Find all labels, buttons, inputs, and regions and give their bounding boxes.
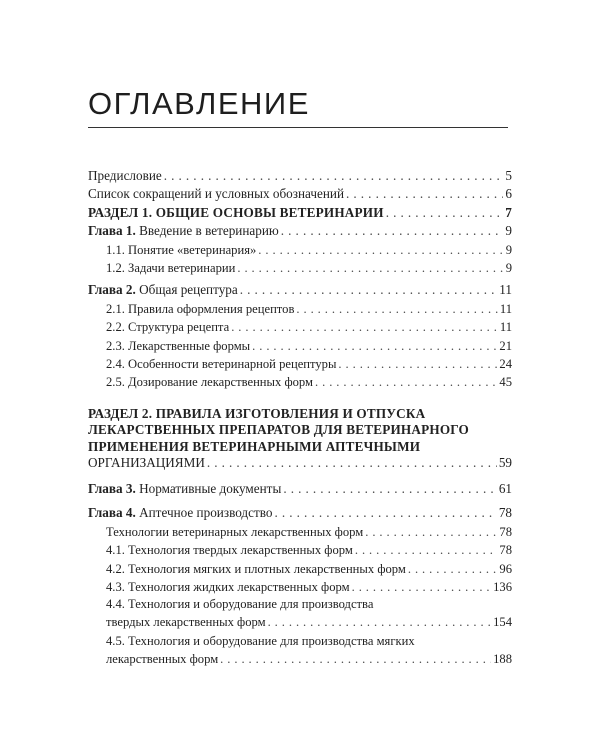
toc-subsection-4-2[interactable] (88, 560, 512, 578)
toc-entry-preface[interactable] (88, 167, 512, 185)
toc-page-number: 154 (493, 614, 512, 629)
toc-entry-text: 2.5. Дозирование лекарственных форм (106, 375, 313, 390)
toc-page-number: 96 (499, 561, 512, 576)
toc-page-number: 59 (498, 455, 512, 471)
section-title-line: ПРИМЕНЕНИЯ ВЕТЕРИНАРНЫМИ АПТЕЧНЫМИ (88, 438, 421, 454)
dot-leader (237, 259, 503, 277)
toc-subsection-technologies[interactable] (88, 523, 512, 541)
chapter-label: Глава 4. (88, 505, 136, 521)
toc-subsection-2-4[interactable] (88, 355, 512, 373)
toc-entry-text: 2.4. Особенности ветеринарной рецептуры (106, 357, 337, 372)
dot-leader (346, 185, 503, 203)
dot-leader (338, 355, 497, 373)
page-title: ОГЛАВЛЕНИЕ (88, 86, 310, 121)
toc-section-title: РАЗДЕЛ 1. ОБЩИЕ ОСНОВЫ ВЕТЕРИНАРИИ (88, 204, 384, 220)
dot-leader (352, 578, 492, 596)
toc-entry-text: 2.1. Правила оформления рецептов (106, 301, 295, 316)
toc-page-number: 78 (499, 524, 512, 539)
section-title-line: ЛЕКАРСТВЕННЫХ ПРЕПАРАТОВ ДЛЯ ВЕТЕРИНАРНОГО (88, 422, 470, 438)
toc-page-number: 78 (499, 543, 512, 558)
toc-chapter-3[interactable] (88, 480, 512, 498)
dot-leader (386, 204, 504, 222)
dot-leader (355, 541, 498, 559)
dot-leader (258, 241, 503, 259)
toc-subsection-4-3[interactable] (88, 578, 512, 596)
dot-leader (283, 480, 497, 498)
dot-leader (268, 614, 492, 632)
toc-page-number: 61 (498, 480, 512, 496)
toc-page-number: 6 (505, 186, 512, 202)
toc-entry-text: 4.2. Технология мягких и плотных лекарственных форм (106, 561, 406, 576)
toc-chapter-1[interactable] (88, 222, 512, 240)
dot-leader (408, 560, 498, 578)
table-of-contents (88, 167, 512, 668)
dot-leader (315, 373, 497, 391)
chapter-label: Глава 2. (88, 282, 136, 298)
toc-chapter-4[interactable] (88, 504, 512, 522)
toc-page-number: 136 (493, 579, 512, 594)
dot-leader (207, 455, 497, 472)
toc-page-number: 188 (493, 651, 512, 666)
dot-leader (164, 167, 504, 185)
toc-entry-text: 4.4. Технология и оборудование для производства (106, 597, 374, 612)
toc-entry-text: Технологии ветеринарных лекарственных форм (106, 524, 364, 539)
dot-leader (274, 504, 496, 522)
toc-page-number: 9 (505, 242, 512, 257)
toc-page-number: 21 (499, 338, 512, 353)
dot-leader (231, 318, 498, 336)
dot-leader (296, 300, 497, 318)
dot-leader (365, 523, 497, 541)
toc-page-number: 5 (505, 168, 512, 183)
toc-chapter-2[interactable] (88, 281, 512, 299)
toc-entry-text: 4.3. Технология жидких лекарственных форм (106, 579, 350, 594)
chapter-title: Введение в ветеринарию (139, 223, 279, 239)
toc-subsection-4-4[interactable] (88, 596, 512, 631)
toc-page-number: 24 (499, 357, 512, 372)
toc-entry-text: 4.5. Технология и оборудование для производства мягких (106, 634, 415, 649)
chapter-title: Аптечное производство (139, 505, 273, 521)
toc-subsection-1-2[interactable] (88, 259, 512, 277)
toc-page-number: 45 (499, 375, 512, 390)
toc-section-1[interactable] (88, 204, 512, 222)
toc-subsection-4-1[interactable] (88, 541, 512, 559)
dot-leader (252, 337, 497, 355)
toc-subsection-1-1[interactable] (88, 241, 512, 259)
toc-page-number: 78 (498, 505, 512, 521)
section-title-line: РАЗДЕЛ 2. ПРАВИЛА ИЗГОТОВЛЕНИЯ И ОТПУСКА (88, 405, 426, 421)
toc-entry-text: 1.2. Задачи ветеринарии (106, 261, 236, 276)
toc-subsection-2-1[interactable] (88, 300, 512, 318)
toc-page-number: 9 (505, 261, 512, 276)
toc-entry-abbreviations[interactable] (88, 185, 512, 203)
toc-subsection-2-5[interactable] (88, 373, 512, 391)
title-divider (88, 127, 508, 128)
dot-leader (220, 651, 491, 669)
dot-leader (240, 281, 498, 299)
toc-entry-text: 2.3. Лекарственные формы (106, 338, 251, 353)
toc-entry-text: 1.1. Понятие «ветеринария» (106, 242, 257, 257)
toc-entry-text: твердых лекарственных форм (106, 614, 266, 629)
toc-subsection-2-2[interactable] (88, 318, 512, 336)
toc-entry-text: Предисловие (88, 168, 162, 183)
chapter-title: Нормативные документы (139, 480, 282, 496)
chapter-label: Глава 1. (88, 223, 136, 239)
toc-entry-text: Список сокращений и условных обозначений (88, 186, 344, 202)
chapter-label: Глава 3. (88, 480, 136, 496)
toc-entry-text: 2.2. Структура рецепта (106, 320, 230, 335)
toc-page-number: 11 (499, 301, 512, 316)
toc-page-number: 11 (499, 320, 512, 335)
toc-section-2[interactable] (88, 406, 512, 472)
section-title-line: ОРГАНИЗАЦИЯМИ (88, 455, 205, 471)
toc-entry-text: лекарственных форм (106, 651, 219, 666)
toc-entry-text: 4.1. Технология твердых лекарственных форм (106, 543, 353, 558)
toc-page-number: 7 (505, 204, 512, 220)
toc-page-number: 9 (505, 223, 512, 239)
dot-leader (281, 222, 504, 240)
toc-subsection-2-3[interactable] (88, 337, 512, 355)
chapter-title: Общая рецептура (139, 282, 238, 298)
toc-page-number: 11 (499, 282, 512, 298)
toc-subsection-4-5[interactable] (88, 633, 512, 668)
